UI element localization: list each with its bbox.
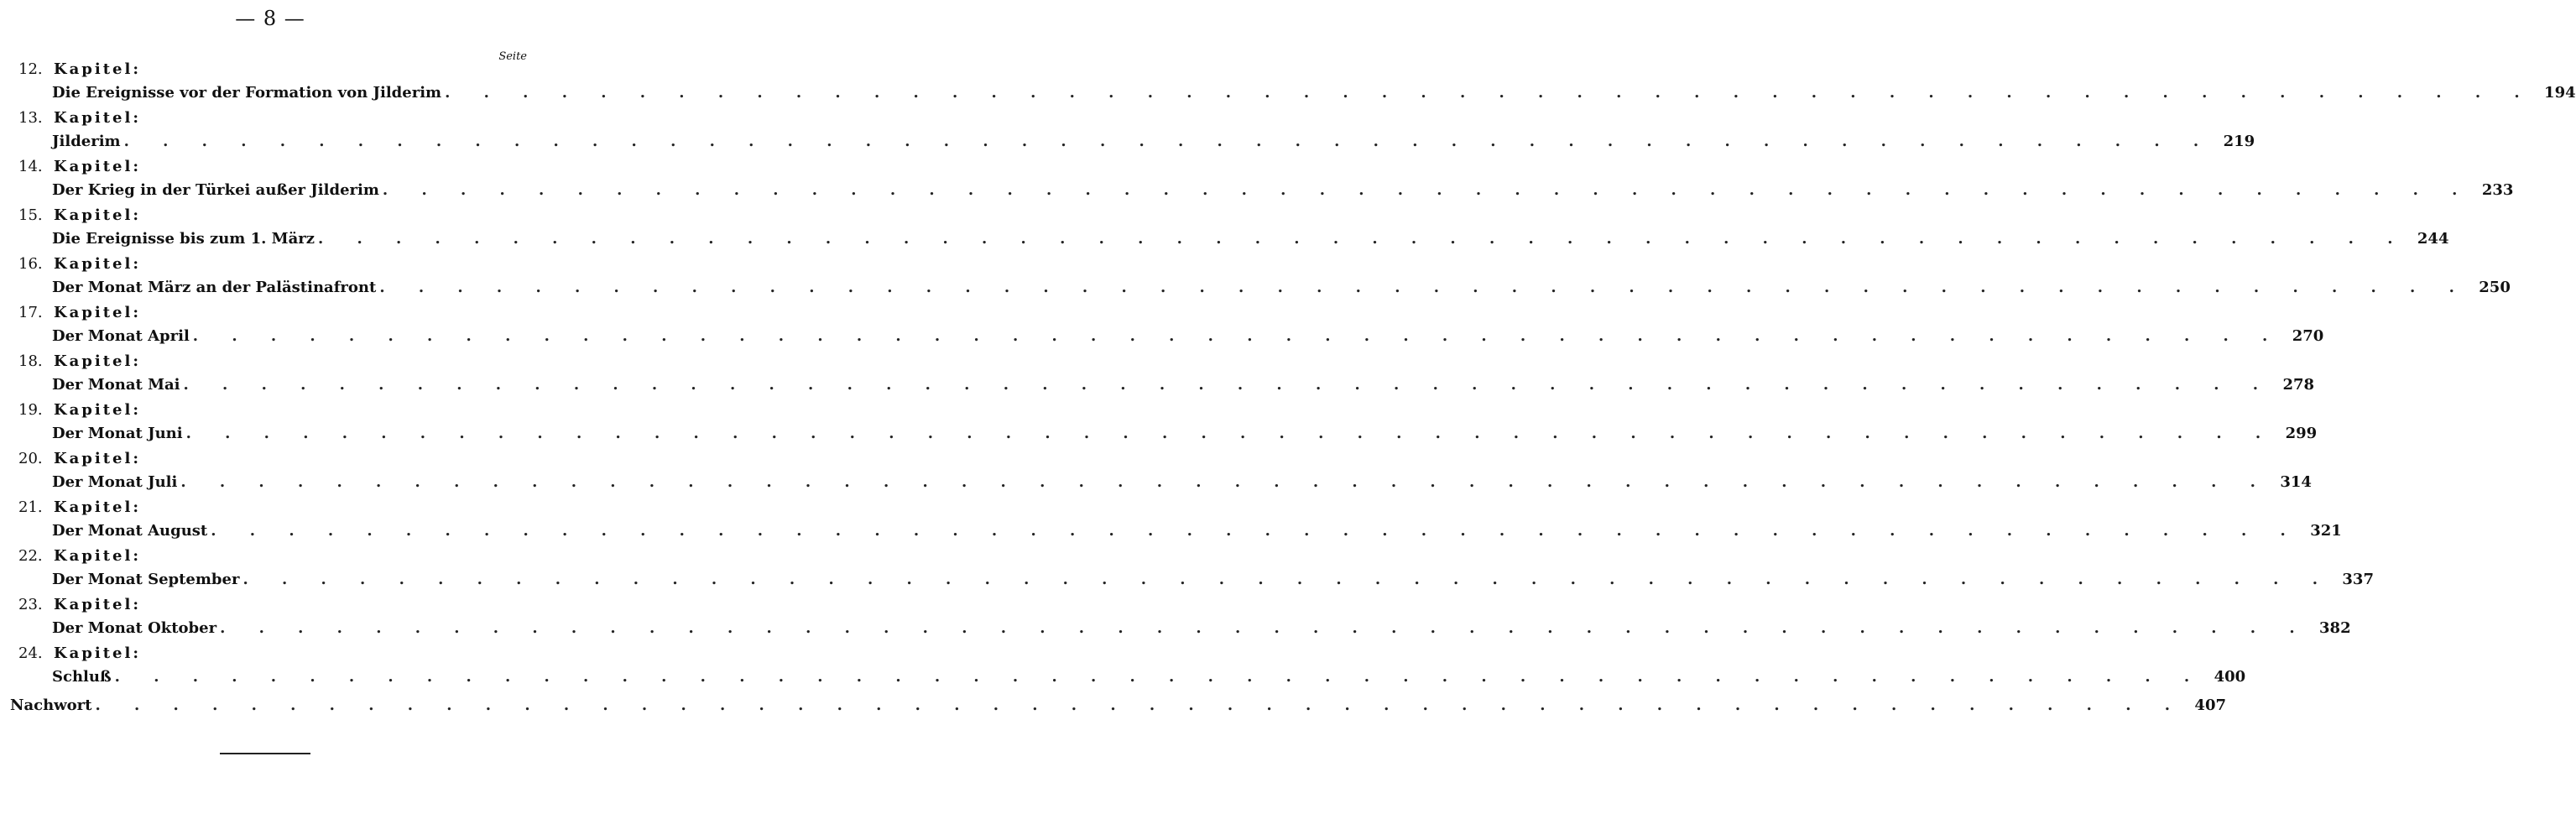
chapter-number: 17. xyxy=(18,304,43,321)
chapter-page-number: 194 xyxy=(2534,84,2576,102)
chapter-label: Kapitel: xyxy=(54,596,141,613)
chapter-heading xyxy=(18,547,141,565)
closing-rule xyxy=(220,753,310,754)
chapter-number: 12. xyxy=(18,60,43,78)
chapter-title: Die Ereignisse vor der Formation von Jilderim xyxy=(52,84,442,102)
chapter-line xyxy=(52,327,2324,345)
chapter-line xyxy=(52,230,2449,248)
table-of-contents xyxy=(0,60,2576,727)
chapter-label: Kapitel: xyxy=(54,60,141,78)
afterword-page-number: 407 xyxy=(2184,697,2226,714)
chapter-number: 16. xyxy=(18,255,43,273)
chapter-number: 21. xyxy=(18,498,43,516)
chapter-title: Der Monat April xyxy=(52,327,190,345)
chapter-line xyxy=(52,279,2511,296)
chapter-number: 20. xyxy=(18,450,43,467)
chapter-page-number: 314 xyxy=(2270,473,2312,491)
chapter-label: Kapitel: xyxy=(54,158,141,175)
chapter-heading xyxy=(18,596,141,613)
page-column-label: Seite xyxy=(498,50,527,63)
chapter-page-number: 400 xyxy=(2203,668,2245,686)
chapter-heading xyxy=(18,109,141,127)
chapter-number: 14. xyxy=(18,158,43,175)
chapter-title: Die Ereignisse bis zum 1. März xyxy=(52,230,315,248)
chapter-line xyxy=(52,181,2514,199)
chapter-title: Der Monat Oktober xyxy=(52,619,217,637)
chapter-label: Kapitel: xyxy=(54,206,141,224)
chapter-title: Der Monat Juli xyxy=(52,473,178,491)
chapter-title: Jilderim xyxy=(52,133,121,150)
chapter-heading xyxy=(18,60,141,78)
chapter-label: Kapitel: xyxy=(54,109,141,127)
dot-leader: . . . . . . . . . . . . . . . . . . . . . . . . . . . . . . . . . . . . . . . . . . . . . . . . . . . . . . xyxy=(185,425,2276,442)
chapter-page-number: 299 xyxy=(2275,425,2317,442)
chapter-line xyxy=(52,522,2342,540)
chapter-label: Kapitel: xyxy=(54,498,141,516)
chapter-page-number: 270 xyxy=(2281,327,2323,345)
chapter-number: 24. xyxy=(18,644,43,662)
chapter-page-number: 244 xyxy=(2407,230,2448,248)
chapter-line xyxy=(52,425,2318,442)
dot-leader: . . . . . . . . . . . . . . . . . . . . . . . . . . . . . . . . . . . . . . . . . . . . . . . . . . . . . . xyxy=(192,327,2282,345)
chapter-line xyxy=(52,619,2351,637)
chapter-number: 13. xyxy=(18,109,43,127)
chapter-heading xyxy=(18,401,141,419)
dot-leader: . . . . . . . . . . . . . . . . . . . . . . . . . . . . . . . . . . . . . . . . . . . . . . . . . . . . . . xyxy=(183,376,2273,394)
chapter-page-number: 382 xyxy=(2309,619,2351,637)
chapter-heading xyxy=(18,158,141,175)
toc-entry xyxy=(0,304,2324,352)
chapter-number: 23. xyxy=(18,596,43,613)
chapter-title: Schluß xyxy=(52,668,112,686)
chapter-page-number: 219 xyxy=(2213,133,2255,150)
chapter-title: Der Krieg in der Türkei außer Jilderim xyxy=(52,181,379,199)
chapter-heading xyxy=(18,644,141,662)
chapter-heading xyxy=(18,498,141,516)
toc-entry xyxy=(0,644,2246,693)
chapter-title: Der Monat August xyxy=(52,522,208,540)
toc-entry xyxy=(0,255,2511,304)
chapter-label: Kapitel: xyxy=(54,450,141,467)
dot-leader: . . . . . . . . . . . . . . . . . . . . . . . . . . . . . . . . . . . . . . . . . . . . . . . . . . . . . . xyxy=(95,697,2184,714)
chapter-page-number: 250 xyxy=(2469,279,2511,296)
chapter-number: 22. xyxy=(18,547,43,565)
chapter-label: Kapitel: xyxy=(54,547,141,565)
chapter-page-number: 321 xyxy=(2300,522,2342,540)
chapter-heading xyxy=(18,255,141,273)
toc-entry xyxy=(0,109,2255,158)
chapter-line xyxy=(52,668,2246,686)
toc-entry xyxy=(0,352,2315,401)
chapter-title: Der Monat September xyxy=(52,571,240,588)
chapter-page-number: 233 xyxy=(2471,181,2513,199)
dot-leader: . . . . . . . . . . . . . . . . . . . . . . . . . . . . . . . . . . . . . . . . . . . . . . . . . . . . . . xyxy=(242,571,2332,588)
chapter-number: 18. xyxy=(18,352,43,370)
chapter-title: Der Monat Mai xyxy=(52,376,180,394)
dot-leader: . . . . . . . . . . . . . . . . . . . . . . . . . . . . . . . . . . . . . . . . . . . . . . . . . . . . . . xyxy=(180,473,2270,491)
toc-entry xyxy=(0,450,2312,498)
dot-leader: . . . . . . . . . . . . . . . . . . . . . . . . . . . . . . . . . . . . . . . . . . . . . . . . . . . . . . xyxy=(123,133,2214,150)
dot-leader: . . . . . . . . . . . . . . . . . . . . . . . . . . . . . . . . . . . . . . . . . . . . . . . . . . . . . . xyxy=(211,522,2300,540)
toc-entry xyxy=(0,158,2514,206)
dot-leader: . . . . . . . . . . . . . . . . . . . . . . . . . . . . . . . . . . . . . . . . . . . . . . . . . . . . . . xyxy=(114,668,2204,686)
toc-entry-afterword xyxy=(0,693,2226,727)
chapter-label: Kapitel: xyxy=(54,352,141,370)
toc-entry xyxy=(0,401,2318,450)
afterword-title: Nachwort xyxy=(10,697,92,714)
dot-leader: . . . . . . . . . . . . . . . . . . . . . . . . . . . . . . . . . . . . . . . . . . . . . . . . . . . . . . xyxy=(220,619,2309,637)
chapter-line xyxy=(52,571,2374,588)
chapter-heading xyxy=(18,352,141,370)
chapter-label: Kapitel: xyxy=(54,401,141,419)
chapter-heading xyxy=(18,450,141,467)
dot-leader: . . . . . . . . . . . . . . . . . . . . . . . . . . . . . . . . . . . . . . . . . . . . . . . . . . . . . . xyxy=(382,181,2472,199)
dot-leader: . . . . . . . . . . . . . . . . . . . . . . . . . . . . . . . . . . . . . . . . . . . . . . . . . . . . . . xyxy=(317,230,2407,248)
chapter-title: Der Monat März an der Palästinafront xyxy=(52,279,377,296)
toc-entry xyxy=(0,60,2576,109)
chapter-number: 15. xyxy=(18,206,43,224)
toc-entry xyxy=(0,547,2374,596)
chapter-label: Kapitel: xyxy=(54,255,141,273)
toc-entry xyxy=(0,596,2351,644)
chapter-heading xyxy=(18,206,141,224)
chapter-line xyxy=(52,133,2255,150)
chapter-label: Kapitel: xyxy=(54,644,141,662)
toc-entry xyxy=(0,206,2449,255)
chapter-page-number: 278 xyxy=(2272,376,2314,394)
chapter-title: Der Monat Juni xyxy=(52,425,183,442)
chapter-line xyxy=(52,473,2312,491)
chapter-line xyxy=(52,376,2315,394)
chapter-heading xyxy=(18,304,141,321)
dot-leader: . . . . . . . . . . . . . . . . . . . . . . . . . . . . . . . . . . . . . . . . . . . . . . . . . . . . . . xyxy=(379,279,2469,296)
dot-leader: . . . . . . . . . . . . . . . . . . . . . . . . . . . . . . . . . . . . . . . . . . . . . . . . . . . . . . xyxy=(445,84,2534,102)
chapter-line xyxy=(52,84,2576,102)
chapter-number: 19. xyxy=(18,401,43,419)
afterword-line xyxy=(10,697,2226,714)
page-number: — 8 — xyxy=(235,7,305,30)
toc-entry xyxy=(0,498,2342,547)
chapter-label: Kapitel: xyxy=(54,304,141,321)
chapter-page-number: 337 xyxy=(2332,571,2374,588)
